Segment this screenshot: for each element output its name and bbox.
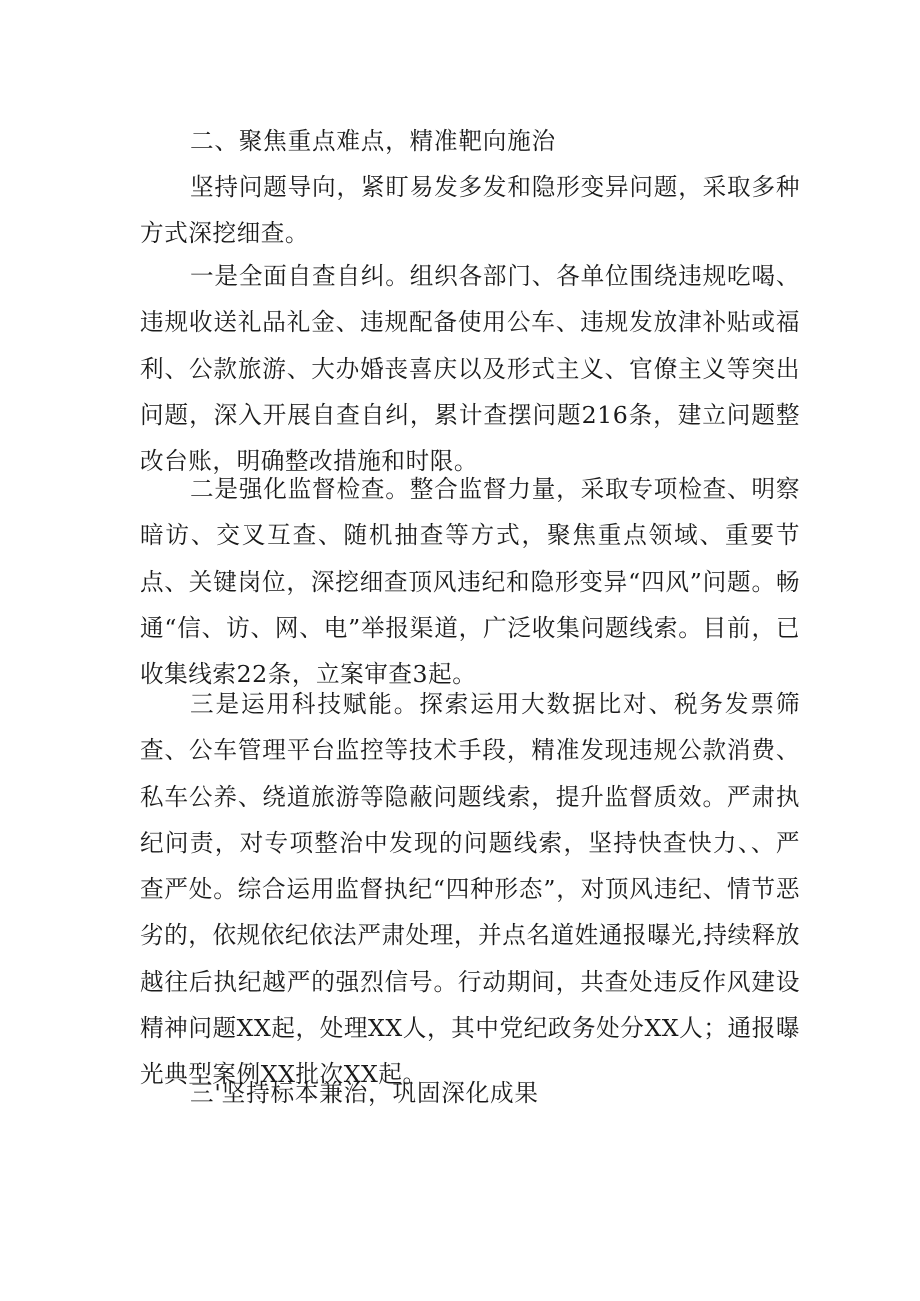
item-3-paragraph: 三是运用科技赋能。探索运用大数据比对、税务发票筛查、公车管理平台监控等技术手段，精准发现违规公款消费、私车公养、绕道旅游等隐蔽问题线索，提升监督质效。严肃执纪问责，对专项整治中发现的问题线索，坚持快查快力、、严查严处。综合运用监督执纪“四种形态”，对顶风违纪、情节恶劣的，依规依纪依法严肃处理，并点名道姓通报曝光,持续释放越往后执纪越严的强烈信号。行动期间，共查处违反作风建设精神问题XX起，处理XX人，其中党纪政务处分XX人；通报曝光典型案例XX批次XX起。 [140,690,800,1089]
section-2-intro-paragraph: 坚持问题导向，紧盯易发多发和隐形变异问题，采取多种方式深挖细查。 [140,173,800,248]
section-3-heading: 三'坚持标本兼治，巩固深化成果 [190,1079,539,1107]
item-2-paragraph: 二是强化监督检查。整合监督力量，采取专项检查、明察暗访、交叉互查、随机抽查等方式，聚焦重点领域、重要节点、关键岗位，深挖细查顶风违纪和隐形变异“四风”问题。畅通“信、访、网、电”举报渠道，广泛收集问题线索。目前，已收集线索22条，立案审查3起。 [140,475,800,689]
item-1-paragraph: 一是全面自查自纠。组织各部门、各单位围绕违规吃喝、违规收送礼品礼金、违规配备使用公车、违规发放津补贴或福利、公款旅游、大办婚丧喜庆以及形式主义、官僚主义等突出问题，深入开展自查自纠，累计查摆问题216条，建立问题整改台账，明确整改措施和时限。 [140,262,800,476]
section-2-heading: 二、聚焦重点难点，精准靶向施治 [190,127,556,155]
